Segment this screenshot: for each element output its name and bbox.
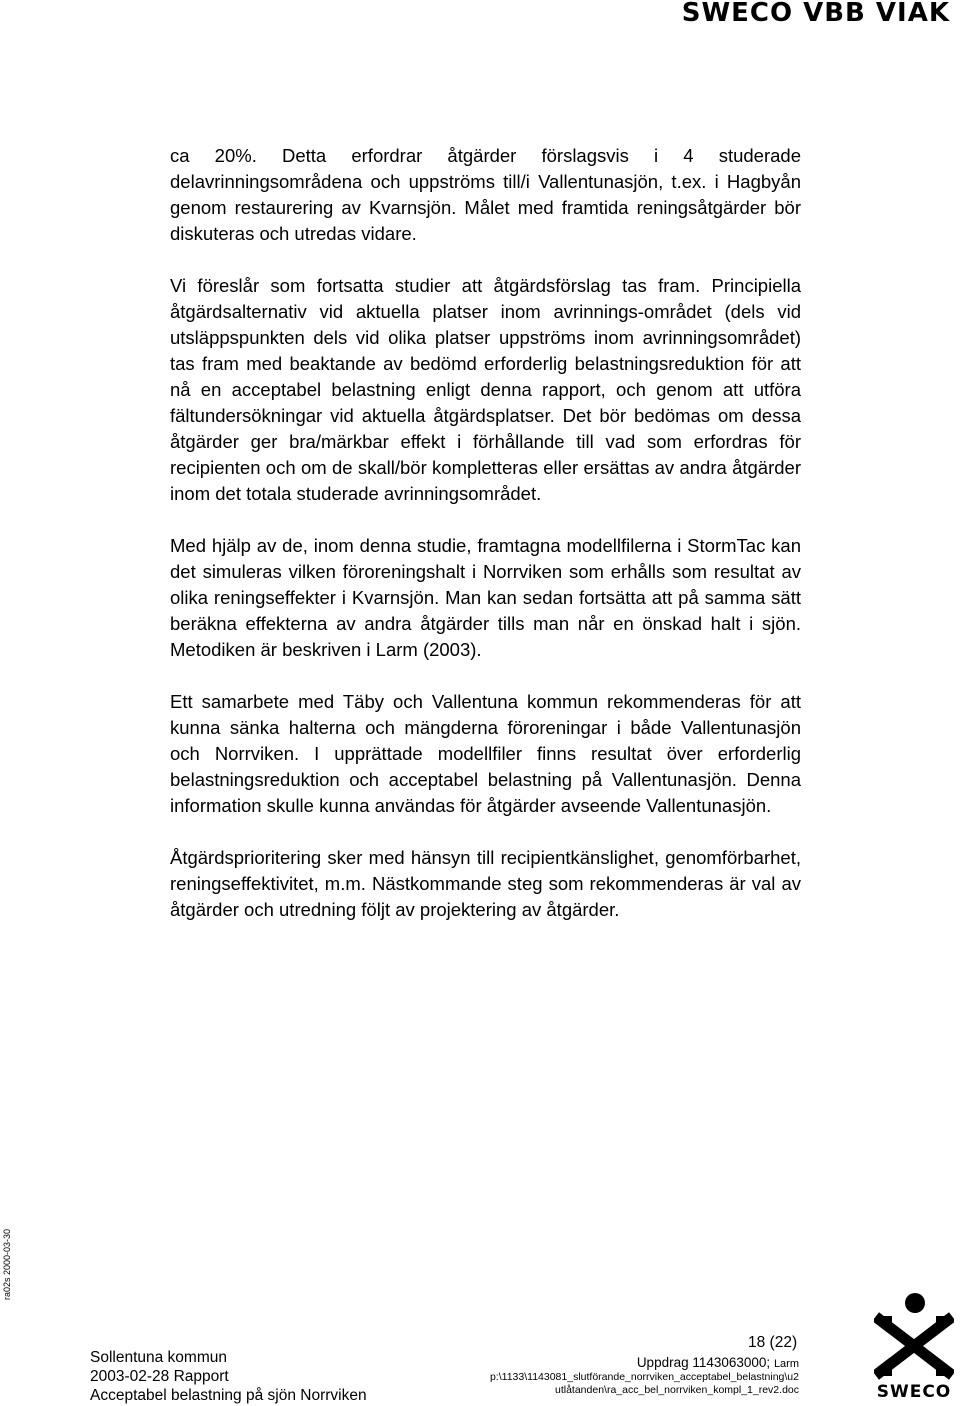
footer-date-type: 2003-02-28 Rapport — [90, 1368, 229, 1385]
footer-assignment — [490, 1356, 799, 1371]
footer-client: Sollentuna kommun — [90, 1349, 227, 1366]
paragraph: Åtgärdsprioritering sker med hänsyn till recipientkänslighet, genomförbarhet, reningseffektivitet, m.m. Nästkommande steg som rekommenderas är val av åtgärder och utredning följt av projektering av åtgärder. — [170, 847, 801, 920]
sweco-logo-text: SWECO — [876, 1382, 952, 1402]
footer-assignment-author: Larm — [773, 1358, 799, 1370]
paragraph: Ett samarbete med Täby och Vallentuna kommun rekommenderas för att kunna sänka halterna och mängderna föroreningar i både Vallentunasjön och Norrviken. I upprättade modellfiler finns resultat över erforderlig belastningsreduktion och acceptabel belastning på Vallentunasjön. Denna information skulle kunna användas för åtgärder avseende Vallentunasjön. — [170, 691, 801, 816]
footer-report-title: Acceptabel belastning på sjön Norrviken — [90, 1387, 367, 1404]
template-version-stamp: ra02s 2000-03-30 — [2, 1228, 12, 1300]
footer-left — [90, 1348, 367, 1405]
document-body — [170, 143, 801, 949]
paragraph: ca 20%. Detta erfordrar åtgärder förslagsvis i 4 studerade delavrinningsområdena och uppströms till/i Vallentunasjön, t.ex. i Hagbyån genom restaurering av Kvarnsjön. Målet med framtida reningsåtgärder bör diskuteras och utredas vidare. — [170, 145, 801, 244]
paragraph: Vi föreslår som fortsatta studier att åtgärdsförslag tas fram. Principiella åtgärdsalternativ vid aktuella platser inom avrinnings-området (dels vid utsläppspunkten dels vid olika platser uppströms inom avrinningsområdet) tas fram med beaktande av bedömd erforderlig belastningsreduktion för att nå en acceptabel belastning enligt denna rapport, och genom att utföra fältundersökningar vid aktuella åtgärdsplatser. Det bör bedömas om dessa åtgärder ger bra/märkbar effekt i förhållande till vad som erfordras för recipienten och om de skall/bör kompletteras eller ersättas av andra åtgärder inom det totala studerade avrinningsområdet. — [170, 275, 801, 504]
footer-file-path-2: utlåtanden\ra_acc_bel_norrviken_kompl_1_rev2.doc — [555, 1384, 799, 1396]
page-number: 18 (22) — [748, 1334, 798, 1351]
header-brand-logo: SWECO VBB VIAK — [681, 0, 950, 28]
footer-right — [490, 1356, 799, 1397]
footer-assignment-label: Uppdrag 1143063000; — [636, 1355, 774, 1370]
paragraph: Med hjälp av de, inom denna studie, framtagna modellfilerna i StormTac kan det simuleras vilken föroreningshalt i Norrviken som erhålls som resultat av olika reningseffekter i Kvarnsjön. Man kan sedan fortsätta att på samma sätt beräkna effekterna av andra åtgärder tills man når en önskad halt i sjön. Metodiken är beskriven i Larm (2003). — [170, 535, 801, 660]
footer-file-path-1: p:\1133\1143081_slutförande_norrviken_acceptabel_belastning\u2 — [489, 1371, 799, 1383]
